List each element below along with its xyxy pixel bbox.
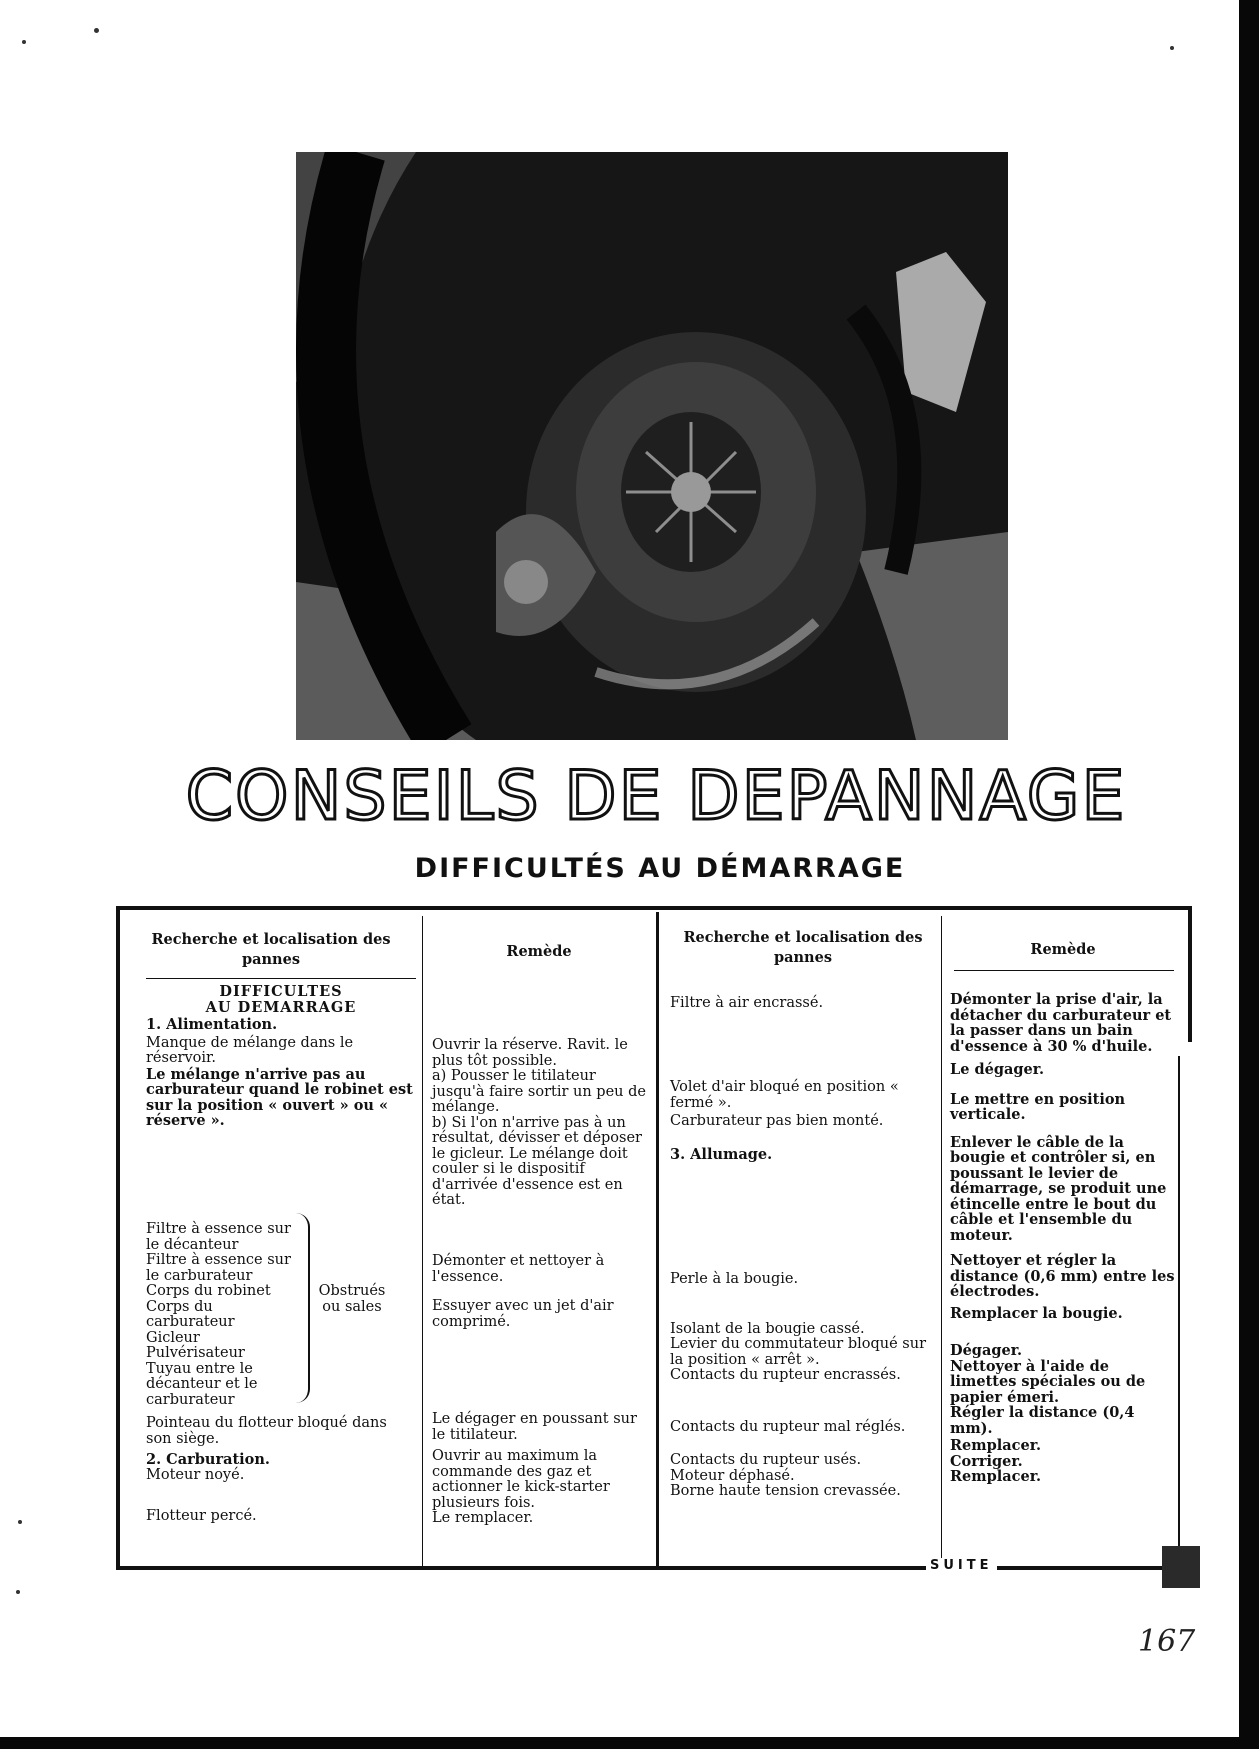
list-item: Filtre à essence sur le carburateur bbox=[146, 1252, 291, 1284]
table-left-border bbox=[116, 906, 120, 1570]
remedy-row: b) Si l'on n'arrive pas à un résultat, dévisser et déposer le gicleur. Le mélange doit couler si le dispositif d'arrivée d'essence est en état. bbox=[432, 1114, 642, 1208]
scan-speck bbox=[16, 1590, 20, 1594]
table-right-border-upper bbox=[1188, 908, 1192, 1042]
page-title: CONSEILS DE DEPANNAGE bbox=[185, 757, 1127, 836]
column-divider-3 bbox=[941, 916, 942, 1566]
remedy-row: Ouvrir au maximum la commande des gaz et actionner le kick-starter plusieurs fois. bbox=[432, 1448, 610, 1511]
remedy-row: Démonter la prise d'air, la détacher du carburateur et la passer dans un bain d'essence à 30 % d'huile. bbox=[950, 991, 1172, 1055]
fault-row: Borne haute tension crevassée. bbox=[670, 1483, 901, 1499]
section-alimentation: 1. Alimentation. bbox=[146, 1016, 278, 1033]
section-carburation: 2. Carburation. bbox=[146, 1451, 270, 1468]
column-search-left-lower bbox=[146, 1416, 416, 1525]
page-number: 167 bbox=[1138, 1624, 1196, 1659]
suite-arrow-block bbox=[1162, 1546, 1200, 1588]
column-divider-1 bbox=[422, 916, 423, 1566]
column-search-left bbox=[146, 984, 416, 1129]
list-item: Pulvérisateur bbox=[146, 1345, 245, 1361]
fault-row: Manque de mélange dans le réservoir. bbox=[146, 1034, 354, 1066]
header-right-remedy: Remède bbox=[1030, 941, 1096, 958]
column-search-right bbox=[670, 996, 934, 1012]
fault-row: Carburateur pas bien monté. bbox=[670, 1113, 884, 1129]
list-item: Corps du carburateur bbox=[146, 1298, 235, 1330]
header-right-search: Recherche et localisation des pannes bbox=[683, 929, 923, 966]
remedy-row: Essuyer avec un jet d'air comprimé. bbox=[432, 1298, 614, 1330]
fault-row: Filtre à air encrassé. bbox=[670, 995, 824, 1011]
header-left-search: Recherche et localisation des pannes bbox=[151, 931, 391, 968]
list-item: Filtre à essence sur le décanteur bbox=[146, 1221, 291, 1253]
column-remedy-left-3 bbox=[432, 1412, 648, 1527]
motorcycle-engine-photo-icon bbox=[296, 152, 1008, 740]
remedy-row: Le remplacer. bbox=[432, 1510, 534, 1526]
remedy-row: Le mettre en position verticale. bbox=[950, 1090, 1126, 1123]
list-item: Corps du robinet bbox=[146, 1283, 271, 1299]
section-heading-line-1: DIFFICULTES bbox=[219, 983, 343, 1000]
list-item: Gicleur bbox=[146, 1329, 200, 1346]
remedy-row: Le dégager. bbox=[950, 1061, 1045, 1078]
remedy-row: Nettoyer à l'aide de limettes spéciales ou de papier émeri. bbox=[950, 1357, 1146, 1406]
header-right-remedy-rule bbox=[954, 970, 1174, 971]
fault-row: Moteur déphasé. bbox=[670, 1467, 795, 1484]
scan-speck bbox=[1170, 46, 1174, 50]
engine-photo bbox=[296, 152, 1008, 740]
column-search-right-3 bbox=[670, 1272, 934, 1500]
remedy-row: Corriger. bbox=[950, 1452, 1023, 1470]
column-divider-center bbox=[656, 912, 659, 1568]
column-remedy-left bbox=[432, 1038, 648, 1209]
scan-border-right bbox=[1239, 0, 1259, 1749]
section-heading-line-2: AU DEMARRAGE bbox=[205, 998, 357, 1016]
fault-row: Levier du commutateur bloqué sur la position « arrêt ». bbox=[670, 1336, 927, 1368]
fault-row: Perle à la bougie. bbox=[670, 1271, 799, 1287]
obstrues-label: Obstrués ou sales bbox=[318, 1283, 386, 1315]
remedy-row: Régler la distance (0,4 mm). bbox=[950, 1404, 1135, 1437]
remedy-row: Remplacer. bbox=[950, 1437, 1042, 1454]
column-search-right-2 bbox=[670, 1080, 934, 1162]
table-right-border-lower bbox=[1178, 1056, 1180, 1556]
fault-row: Le mélange n'arrive pas au carburateur quand le robinet est sur la position « ouvert » ou « réserve ». bbox=[146, 1065, 413, 1129]
remedy-row: Remplacer. bbox=[950, 1468, 1042, 1485]
header-left-remedy: Remède bbox=[506, 943, 572, 960]
remedy-row: Remplacer la bougie. bbox=[950, 1304, 1123, 1322]
continued-label: SUITE bbox=[926, 1558, 997, 1573]
fault-row: Contacts du rupteur usés. bbox=[670, 1452, 862, 1468]
fault-row: Isolant de la bougie cassé. bbox=[670, 1320, 865, 1337]
remedy-row: Démonter et nettoyer à l'essence. bbox=[432, 1253, 605, 1285]
header-left-search-rule bbox=[146, 978, 416, 979]
fault-row: Moteur noyé. bbox=[146, 1466, 245, 1483]
troubleshooting-table bbox=[116, 906, 1196, 1572]
list-item: Tuyau entre le décanteur et le carburateur bbox=[146, 1360, 258, 1408]
remedy-row: Ouvrir la réserve. Ravit. le plus tôt possible. bbox=[432, 1037, 628, 1069]
column-remedy-right bbox=[950, 992, 1176, 1485]
page-subtitle: DIFFICULTÉS AU DÉMARRAGE bbox=[414, 853, 906, 884]
scan-speck bbox=[94, 28, 99, 33]
fault-row: Contacts du rupteur encrassés. bbox=[670, 1367, 901, 1383]
remedy-row: Le dégager en poussant sur le titilateur. bbox=[432, 1411, 637, 1443]
remedy-row: Enlever le câble de la bougie et contrôler si, en poussant le levier de démarrage, se produit une étincelle entre le bout du câble et l'ensemble du moteur. bbox=[950, 1133, 1167, 1244]
remedy-row: Nettoyer et régler la distance (0,6 mm) entre les électrodes. bbox=[950, 1252, 1175, 1300]
remedy-row: a) Pousser le titilateur jusqu'à faire sortir un peu de mélange. bbox=[432, 1068, 646, 1115]
column-search-left-list bbox=[146, 1222, 296, 1408]
fault-row: Contacts du rupteur mal réglés. bbox=[670, 1418, 906, 1435]
remedy-row: Dégager. bbox=[950, 1342, 1023, 1359]
scan-speck bbox=[22, 40, 26, 44]
fault-row: Volet d'air bloqué en position « fermé ». bbox=[670, 1079, 899, 1111]
column-remedy-left-2 bbox=[432, 1254, 648, 1330]
fault-row: Pointeau du flotteur bloqué dans son siège. bbox=[146, 1415, 387, 1447]
fault-row: Flotteur percé. bbox=[146, 1508, 257, 1524]
scan-border-bottom bbox=[0, 1737, 1259, 1749]
scan-speck bbox=[18, 1520, 22, 1524]
section-allumage: 3. Allumage. bbox=[670, 1145, 773, 1163]
table-top-rule bbox=[116, 906, 1192, 910]
brace-bracket bbox=[296, 1213, 310, 1403]
